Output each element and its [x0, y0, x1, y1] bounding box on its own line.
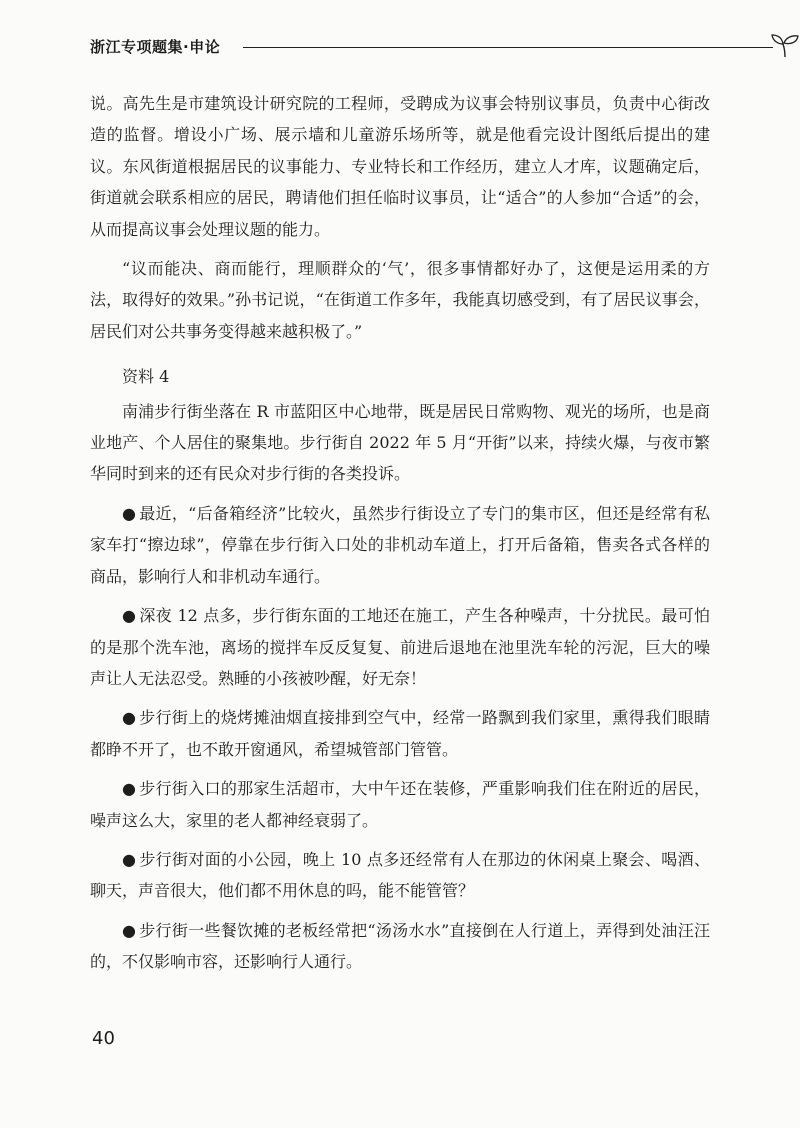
bullet-item [90, 702, 710, 765]
bullet-icon: ● [122, 606, 136, 626]
paragraph-gap [90, 836, 710, 844]
bullet-item [90, 773, 710, 836]
paragraph-gap [90, 592, 710, 600]
bullet-icon: ● [122, 920, 136, 940]
bullet-text: 步行街对面的小公园，晚上 10 点多还经常有人在那边的休闲桌上聚会、喝酒、聊天，声音很大，他们都不用休息的吗，能不能管管？ [90, 849, 710, 901]
section-heading: 资料 4 [122, 367, 170, 387]
bullet-icon: ● [122, 779, 136, 799]
paragraph: “议而能决、商而能行，理顺群众的‘气’，很多事情都好办了，这便是运用柔的方法，取得好的效果。”孙书记说，“在街道工作多年，我能真切感受到，有了居民议事会，居民们对公共事务变得越来越积极了。” [90, 259, 710, 341]
bullet-text: 步行街上的烧烤摊油烟直接排到空气中，经常一路飘到我们家里，熏得我们眼睛都睁不开了，也不敢开窗通风，希望城管部门管管。 [90, 708, 710, 759]
paragraph-gap [90, 245, 710, 253]
bullet-item [90, 844, 710, 907]
bullet-icon: ● [122, 503, 136, 523]
paragraph-gap [90, 765, 710, 773]
page-body [90, 88, 710, 978]
book-title: 浙江专项题集·申论 [90, 38, 221, 56]
paragraph-gap [90, 694, 710, 702]
header-rule [243, 47, 773, 48]
paragraph-gap [90, 907, 710, 915]
bullet-text: 步行街入口的那家生活超市，大中午还在装修，严重影响我们住在附近的居民，噪声这么大，家里的老人都神经衰弱了。 [90, 779, 710, 830]
bullet-item [90, 915, 710, 978]
bullet-icon: ● [122, 708, 136, 728]
paragraph: 说。高先生是市建筑设计研究院的工程师，受聘成为议事会特别议事员，负责中心街改造的监督。增设小广场、展示墙和儿童游乐场所等，就是他看完设计图纸后提出的建议。东风街道根据居民的议事能力、专业特长和工作经历，建立人才库，议题确定后，街道就会联系相应的居民，聘请他们担任临时议事员，让“适合”的人参加“合适”的会，从而提高议事会处理议题的能力。 [90, 94, 710, 239]
bullet-text: 最近，“后备箱经济”比较火，虽然步行街设立了专门的集市区，但还是经常有私家车打“擦边球”，停靠在步行街入口处的非机动车道上，打开后备箱，售卖各式各样的商品，影响行人和非机动车通行。 [90, 503, 710, 586]
bullet-icon: ● [122, 849, 136, 869]
paragraph-gap [90, 490, 710, 498]
page-number: 40 [92, 1028, 115, 1049]
bullet-item [90, 498, 710, 592]
section-gap [90, 347, 710, 361]
bullet-item [90, 600, 710, 694]
sprout-icon [770, 32, 800, 58]
running-header [90, 30, 730, 60]
bullet-text: 深夜 12 点多，步行街东面的工地还在施工，产生各种噪声，十分扰民。最可怕的是那个洗车池，离场的搅拌车反反复复、前进后退地在池里洗车轮的污泥，巨大的噪声让人无法忍受。熟睡的小孩被吵醒，好无奈！ [90, 606, 710, 688]
bullet-text: 步行街一些餐饮摊的老板经常把“汤汤水水”直接倒在人行道上，弄得到处油汪汪的，不仅影响市容，还影响行人通行。 [90, 920, 710, 972]
paragraph: 南浦步行街坐落在 R 市蓝阳区中心地带，既是居民日常购物、观光的场所，也是商业地产、个人居住的聚集地。步行街自 2022 年 5 月“开街”以来，持续火爆，与夜市繁华同时到来的还有民众对步行街的各类投诉。 [90, 401, 710, 484]
